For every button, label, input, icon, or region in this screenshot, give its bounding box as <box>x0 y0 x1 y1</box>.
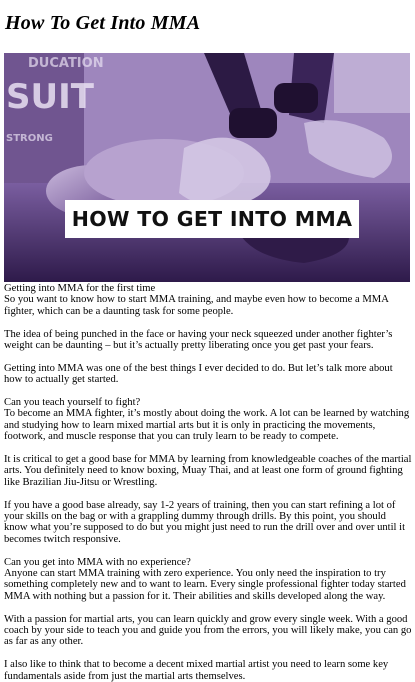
wall-text-education: DUCATION <box>28 56 104 71</box>
wall-text-suit: SUIT <box>6 77 94 117</box>
paragraph-text: So you want to know how to start MMA training, and maybe even how to become a MMA fighter, which can be a daunting task for some people. <box>4 294 389 317</box>
paragraph-text: The idea of being punched in the face or having your neck squeezed under another fighter’s weight can be daunting – but it’s actually pretty liberating once you get past your fears. <box>4 328 393 352</box>
paragraph-heading: Can you get into MMA with no experience? <box>4 556 191 568</box>
paragraph-text: If you have a good base already, say 1-2 years of training, then you can start refining a lot of your skills on the bag or with a grappling dummy through drills. By this point, you should know what you’re supposed to do but you might just need to run the drill over and over until it becomes twitch responsive. <box>4 499 406 545</box>
article-paragraph <box>4 500 412 546</box>
article-paragraph <box>4 397 412 443</box>
article-paragraph <box>4 557 412 603</box>
paragraph-text: I also like to think that to become a decent mixed martial artist you need to learn some key fundamentals aside from just the martial arts themselves. <box>4 659 389 682</box>
wall-text-strong: STRONG <box>6 133 53 144</box>
paragraph-text: To become an MMA fighter, it’s mostly about doing the work. A lot can be learned by watching and studying how to learn mixed martial arts but it is only in practicing the movements, footwork, and muscle response that you can truly learn to be ready to compete. <box>4 408 410 443</box>
article-paragraph <box>4 659 412 682</box>
hero-banner <box>65 200 359 238</box>
paragraph-heading: Getting into MMA for the first time <box>4 283 156 294</box>
fighter-glove-left <box>229 108 277 138</box>
article-paragraph <box>4 283 412 317</box>
wall-light-patch <box>334 53 410 113</box>
hero-photo-illustration <box>4 53 410 282</box>
article-paragraph <box>4 614 412 648</box>
article-paragraph <box>4 363 412 386</box>
hero-image <box>4 53 410 282</box>
article-paragraph <box>4 329 412 352</box>
page-title: How To Get Into MMA <box>5 12 201 34</box>
paragraph-text: It is critical to get a good base for MMA by learning from knowledgeable coaches of the martial arts. You definitely need to know boxing, Muay Thai, and at least one form of ground fighting like Brazilian Jiu-Jitsu or Wrestling. <box>4 454 412 488</box>
paragraph-heading: Can you teach yourself to fight? <box>4 397 141 409</box>
paragraph-text: Getting into MMA was one of the best things I ever decided to do. But let’s talk more about how to actually get started. <box>4 362 393 386</box>
paragraph-text: Anyone can start MMA training with zero experience. You only need the inspiration to try something completely new and to want to learn. Every single professional fighter today started MMA with nothing but a passion for it. Their abilities and skills developed along the way. <box>4 568 406 602</box>
article-paragraph <box>4 454 412 488</box>
hero-banner-text: HOW TO GET INTO MMA <box>71 207 353 231</box>
fighter-glove-right <box>274 83 318 113</box>
article-body <box>4 283 412 682</box>
paragraph-text: With a passion for martial arts, you can learn quickly and grow every single week. With a good coach by your side to teach you and guide you from the errors, you will likely make, you can go as far as any other. <box>4 613 412 648</box>
